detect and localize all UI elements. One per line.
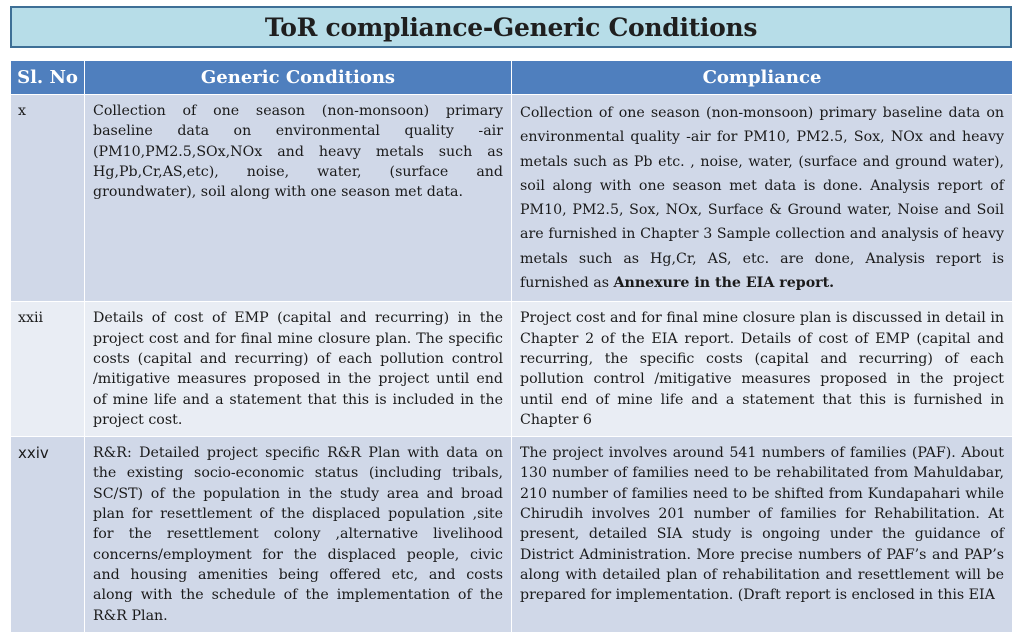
header-sl-no: Sl. No xyxy=(11,61,85,95)
compliance-cell xyxy=(512,95,1013,302)
compliance-bold-text: Annexure in the EIA report. xyxy=(613,275,835,292)
title-banner xyxy=(10,6,1012,48)
sl-no-cell: xxiv xyxy=(11,437,85,633)
page-title: ToR compliance-Generic Conditions xyxy=(264,12,758,42)
header-generic-conditions: Generic Conditions xyxy=(85,61,512,95)
table-header-row xyxy=(11,61,1013,95)
compliance-cell: The project involves around 541 numbers of families (PAF). About 130 number of families need to be rehabilitated from Mahuldabar, 210 number of families need to be shifted from Kundapahari while Chirudih involves 201 number of families for Rehabilitation. At present, detailed SIA study is ongoing under the guidance of District Administration. More precise numbers of PAF’s and PAP’s along with detailed plan of rehabilitation and resettlement will be prepared for implementation. (Draft report is enclosed in this EIA xyxy=(512,437,1013,633)
sl-no-cell: xxii xyxy=(11,302,85,437)
table-row xyxy=(11,437,1013,633)
compliance-cell: Project cost and for final mine closure plan is discussed in detail in Chapter 2 of the EIA report. Details of cost of EMP (capital and recurring, the specific costs (capital and recurring) of each pollution control /mitigative measures proposed in the project until end of mine life and a statement that this is furnished in Chapter 6 xyxy=(512,302,1013,437)
condition-cell: Collection of one season (non-monsoon) primary baseline data on environmental quality -air (PM10,PM2.5,SOx,NOx and heavy metals such as Hg,Pb,Cr,AS,etc), noise, water, (surface and groundwater), soil along with one season met data. xyxy=(85,95,512,302)
condition-cell: Details of cost of EMP (capital and recurring) in the project cost and for final mine closure plan. The specific costs (capital and recurring) of each pollution control /mitigative measures proposed in the project until end of mine life and a statement that this is included in the project cost. xyxy=(85,302,512,437)
compliance-table xyxy=(10,60,1013,633)
table-row xyxy=(11,95,1013,302)
sl-no-cell: x xyxy=(11,95,85,302)
table-row xyxy=(11,302,1013,437)
header-compliance: Compliance xyxy=(512,61,1013,95)
condition-cell: R&R: Detailed project specific R&R Plan with data on the existing socio-economic status (including tribals, SC/ST) of the population in the study area and broad plan for resettlement of the displaced population ,site for the resettlement colony ,alternative livelihood concerns/employment for the displaced people, civic and housing amenities being offered etc, and costs along with the schedule of the implementation of the R&R Plan. xyxy=(85,437,512,633)
compliance-text: Collection of one season (non-monsoon) primary baseline data on environmental quality -air for PM10, PM2.5, Sox, NOx and heavy metals such as Pb etc. , noise, water, (surface and ground water), soil along with one season met data is done. Analysis report of PM10, PM2.5, Sox, NOx, Surface & Ground water, Noise and Soil are furnished in Chapter 3 Sample collection and analysis of heavy metals such as Hg,Cr, AS, etc. are done, Analysis report is furnished as xyxy=(520,105,1004,292)
